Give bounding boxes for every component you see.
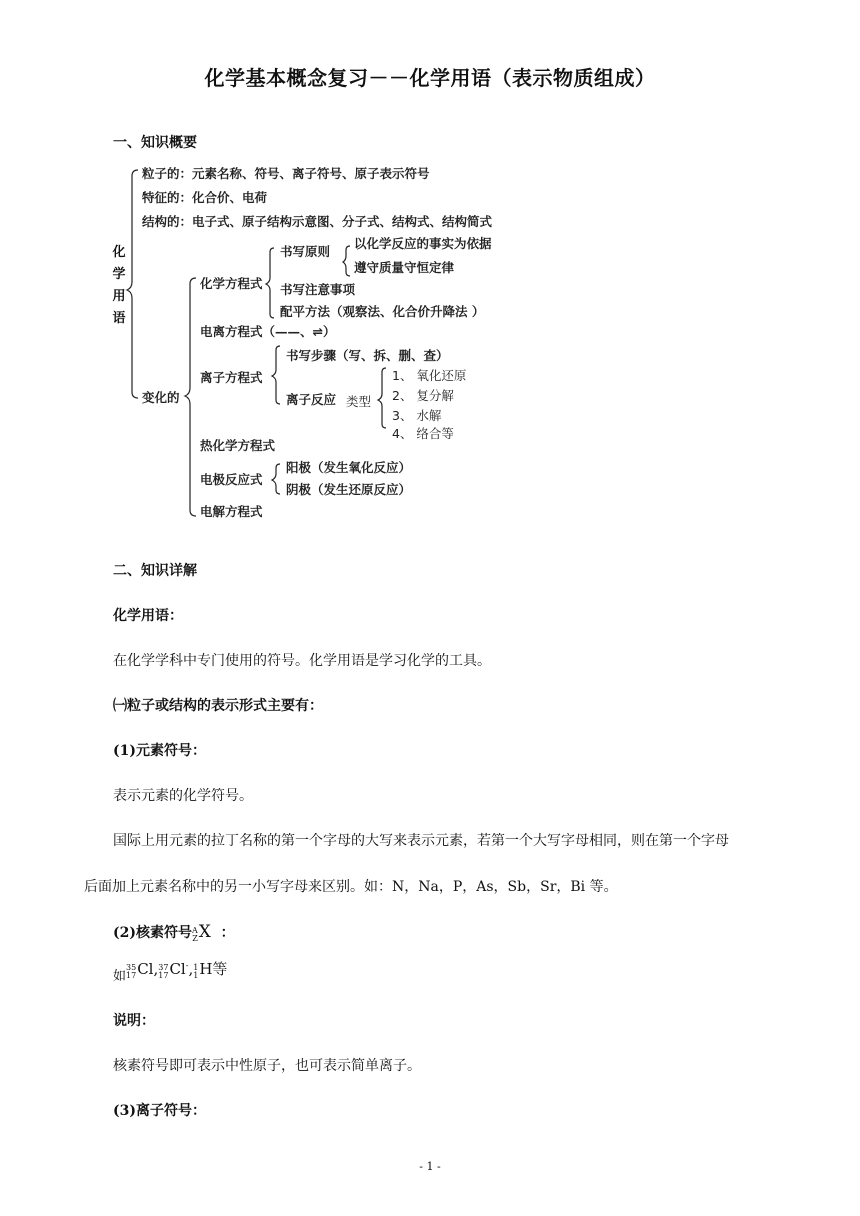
diagram-root-label <box>112 242 126 330</box>
element-paragraph-line1: 国际上用元素的拉丁名称的第一个字母的大写来表示元素，若第一个大写字母相同，则在第一个字母 <box>113 833 729 849</box>
page-number: - 1 - <box>419 1160 441 1173</box>
example3-atomic: 1 <box>193 971 199 980</box>
diagram-type-1: 1、 氧化还原 <box>392 368 467 383</box>
example1-symbol: Cl <box>137 960 154 978</box>
nuclide-indices <box>192 927 198 943</box>
diagram-ionic-reaction: 离子反应 <box>286 392 337 407</box>
diagram-structure-row: 结构的：电子式、原子结构示意图、分子式、结构式、结构简式 <box>142 214 493 229</box>
diagram-writing-steps: 书写步骤（写、拆、删、查） <box>286 348 449 363</box>
diagram-cathode: 阴极（发生还原反应） <box>286 482 412 497</box>
nuclide-atomic-number: Z <box>192 934 198 943</box>
diagram-ionic-equation: 离子方程式 <box>200 370 263 385</box>
element-symbol-definition: 表示元素的化学符号。 <box>113 788 253 804</box>
example1-atomic: 17 <box>126 971 137 980</box>
diagram-writing-notes: 书写注意事项 <box>280 282 356 297</box>
nuclide-symbol-line <box>113 922 235 943</box>
diagram-change-label: 变化的 <box>142 390 180 405</box>
example3-symbol: H <box>199 960 213 978</box>
diagram-balancing: 配平方法（观察法、化合价升降法 ） <box>280 304 485 319</box>
concept-diagram <box>110 156 530 526</box>
root-label-text: 化 学 用 语 <box>112 245 126 326</box>
diagram-principle-2: 遵守质量守恒定律 <box>354 260 455 275</box>
chem-terms-definition: 在化学学科中专门使用的符号。化学用语是学习化学的工具。 <box>113 653 491 669</box>
nuclide-heading: (2)核素符号 <box>113 925 192 941</box>
nuclide-letter: X <box>198 922 211 942</box>
example2-charge: - <box>185 961 189 970</box>
example-prefix: 如 <box>113 969 127 984</box>
note-heading: 说明： <box>113 1013 155 1029</box>
example1-indices <box>126 964 136 980</box>
example-suffix: 等 <box>212 960 228 978</box>
chem-terms-heading: 化学用语： <box>113 608 183 624</box>
ion-symbol-heading: (3)离子符号： <box>113 1103 206 1119</box>
diagram-writing-principle: 书写原则 <box>280 244 331 259</box>
section-heading-overview: 一、知识概要 <box>113 135 197 151</box>
diagram-type-label: 类型 <box>346 394 372 409</box>
diagram-type-3: 3、 水解 <box>392 408 442 423</box>
diagram-anode: 阳极（发生氧化反应） <box>286 460 412 475</box>
element-symbol-heading: (1)元素符号： <box>113 743 206 759</box>
section-heading-details: 二、知识详解 <box>113 563 197 579</box>
diagram-ionization-equation: 电离方程式（——、⇌） <box>200 324 336 339</box>
example3-mass: 1 <box>193 963 199 972</box>
diagram-feature-row: 特征的：化合价、电荷 <box>142 190 268 205</box>
diagram-type-2: 2、 复分解 <box>392 388 454 403</box>
diagram-type-4: 4、 络合等 <box>392 426 454 441</box>
example2-mass: 37 <box>158 963 169 972</box>
example2-symbol: Cl <box>169 960 186 978</box>
note-text: 核素符号即可表示中性原子，也可表示简单离子。 <box>113 1058 421 1074</box>
diagram-thermochemical-equation: 热化学方程式 <box>200 438 276 453</box>
nuclide-colon: ： <box>220 925 235 941</box>
element-paragraph-line2: 后面加上元素名称中的另一小写字母来区别。如：N，Na，P，As，Sb，Sr，Bi 等。 <box>84 879 618 895</box>
diagram-principle-1: 以化学反应的事实为依据 <box>354 236 492 251</box>
diagram-chem-equation: 化学方程式 <box>200 276 263 291</box>
example1-mass: 35 <box>126 963 137 972</box>
diagram-particle-row: 粒子的：元素名称、符号、离子符号、原子表示符号 <box>142 166 430 181</box>
nuclide-examples: 如35 17Cl,37 17Cl-,1 1H等 <box>113 960 228 984</box>
nuclide-mass: A <box>192 926 198 935</box>
page-title: 化学基本概念复习－－化学用语（表示物质组成） <box>204 66 656 90</box>
example3-indices <box>193 964 198 980</box>
diagram-electrode-equation: 电极反应式 <box>200 472 263 487</box>
example2-indices <box>158 964 168 980</box>
diagram-electrolysis-equation: 电解方程式 <box>200 504 263 519</box>
part1-heading: ㈠粒子或结构的表示形式主要有： <box>113 698 323 714</box>
example2-atomic: 17 <box>158 971 169 980</box>
